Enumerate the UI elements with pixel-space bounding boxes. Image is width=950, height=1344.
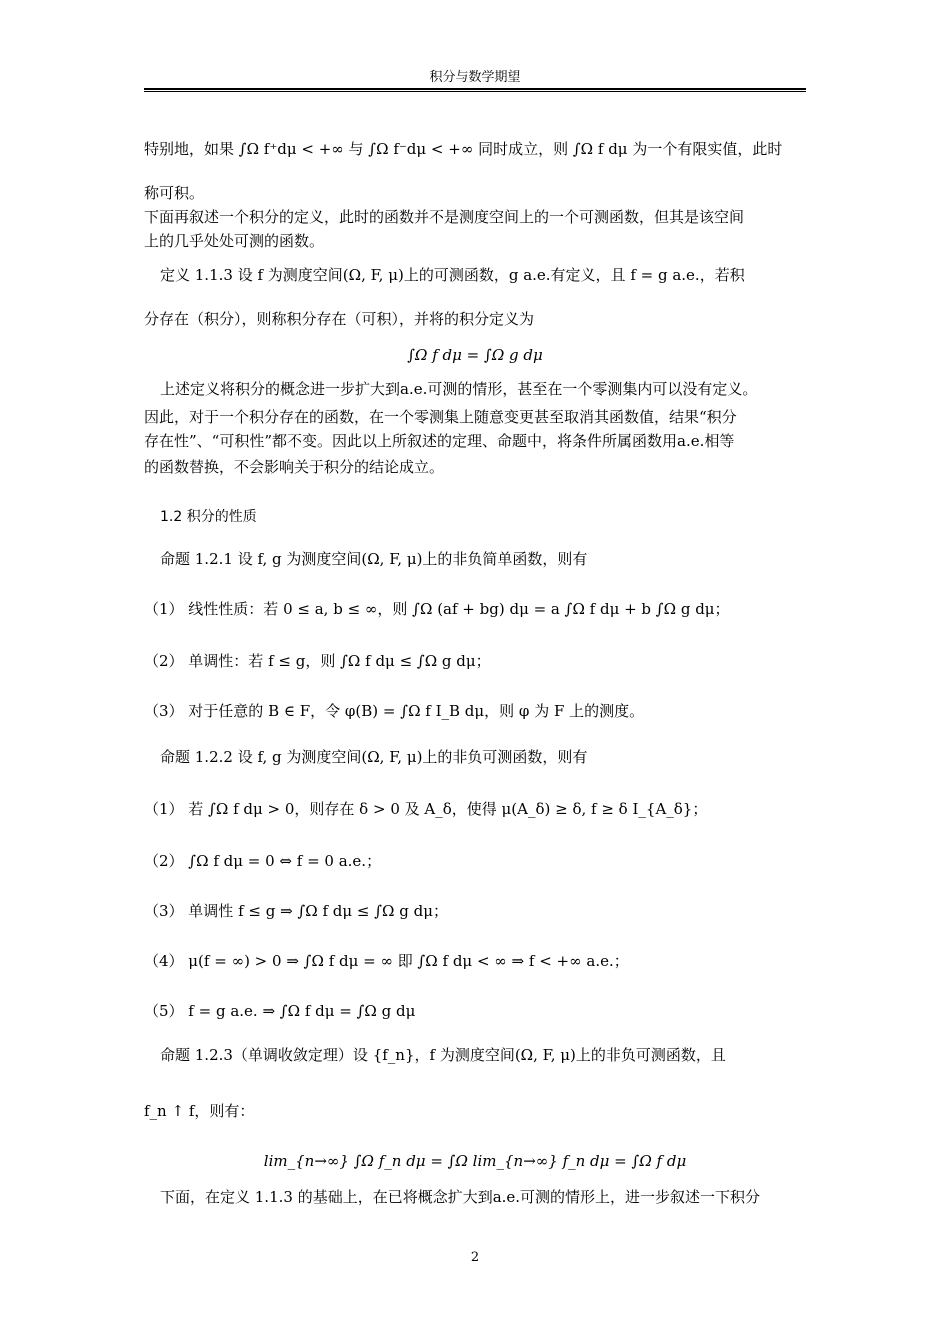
header-rule-thin: [144, 91, 806, 92]
definition-line: 定义 1.1.3 设 f 为测度空间(Ω, F, μ)上的可测函数，g a.e.有定义，且 f = g a.e.，若积: [160, 266, 745, 284]
list-item: （2） ∫Ω f dμ = 0 ⇔ f = 0 a.e.；: [144, 852, 382, 870]
text-line: 存在性”、“可积性”都不变。因此以上所叙述的定理、命题中，将条件所属函数用a.e.相等: [144, 432, 735, 450]
text-line: 下面，在定义 1.1.3 的基础上，在已将概念扩大到a.e.可测的情形上，进一步叙述一下积分: [160, 1188, 761, 1206]
section-title: 1.2 积分的性质: [160, 509, 257, 525]
text-line: 上的几乎处处可测的函数。: [144, 232, 325, 250]
proposition-line: 命题 1.2.2 设 f, g 为测度空间(Ω, F, μ)上的非负可测函数，则有: [160, 748, 588, 766]
proposition-line: 命题 1.2.1 设 f, g 为测度空间(Ω, F, μ)上的非负简单函数，则有: [160, 550, 588, 568]
text-line: f_n ↑ f，则有：: [144, 1102, 255, 1120]
proposition-line: 命题 1.2.3（单调收敛定理）设 {f_n}，f 为测度空间(Ω, F, μ)上的非负可测函数，且: [160, 1046, 726, 1064]
text-line: 下面再叙述一个积分的定义，此时的函数并不是测度空间上的一个可测函数，但其是该空间: [144, 208, 745, 226]
running-header: 积分与数学期望: [429, 70, 521, 85]
list-item: （4） μ(f = ∞) > 0 ⇒ ∫Ω f dμ = ∞ 即 ∫Ω f dμ < ∞ ⇒ f < +∞ a.e.；: [144, 952, 629, 970]
list-item: （2） 单调性：若 f ≤ g，则 ∫Ω f dμ ≤ ∫Ω g dμ；: [144, 652, 491, 670]
text-line: 的函数替换，不会影响关于积分的结论成立。: [144, 458, 445, 476]
page-number: 2: [470, 1250, 480, 1265]
list-item: （3） 对于任意的 B ∈ F，令 φ(B) = ∫Ω f I_B dμ，则 φ 为 F 上的测度。: [144, 702, 645, 720]
display-formula: lim_{n→∞} ∫Ω f_n dμ = ∫Ω lim_{n→∞} f_n dμ = ∫Ω f dμ: [263, 1152, 687, 1170]
header-rule: [144, 88, 806, 90]
list-item: （3） 单调性 f ≤ g ⇒ ∫Ω f dμ ≤ ∫Ω g dμ；: [144, 902, 448, 920]
text-line: 分存在（积分），则称积分存在（可积），并将的积分定义为: [144, 310, 535, 328]
list-item: （1） 线性性质：若 0 ≤ a, b ≤ ∞，则 ∫Ω (af + bg) dμ = a ∫Ω f dμ + b ∫Ω g dμ；: [144, 600, 730, 618]
text-line: 上述定义将积分的概念进一步扩大到a.e.可测的情形，甚至在一个零测集内可以没有定义。: [160, 380, 758, 398]
text-line: 因此，对于一个积分存在的函数，在一个零测集上随意变更甚至取消其函数值，结果“积分: [144, 408, 737, 426]
list-item: （1） 若 ∫Ω f dμ > 0，则存在 δ > 0 及 A_δ，使得 μ(A_δ) ≥ δ, f ≥ δ I_{A_δ}；: [144, 800, 708, 818]
text-line: 特别地，如果 ∫Ω f⁺dμ < +∞ 与 ∫Ω f⁻dμ < +∞ 同时成立，则 ∫Ω f dμ 为一个有限实值，此时: [144, 140, 783, 158]
list-item: （5） f = g a.e. ⇒ ∫Ω f dμ = ∫Ω g dμ: [144, 1002, 416, 1020]
display-formula: ∫Ω f dμ = ∫Ω g dμ: [407, 346, 543, 364]
text-line: 称可积。: [144, 184, 205, 202]
